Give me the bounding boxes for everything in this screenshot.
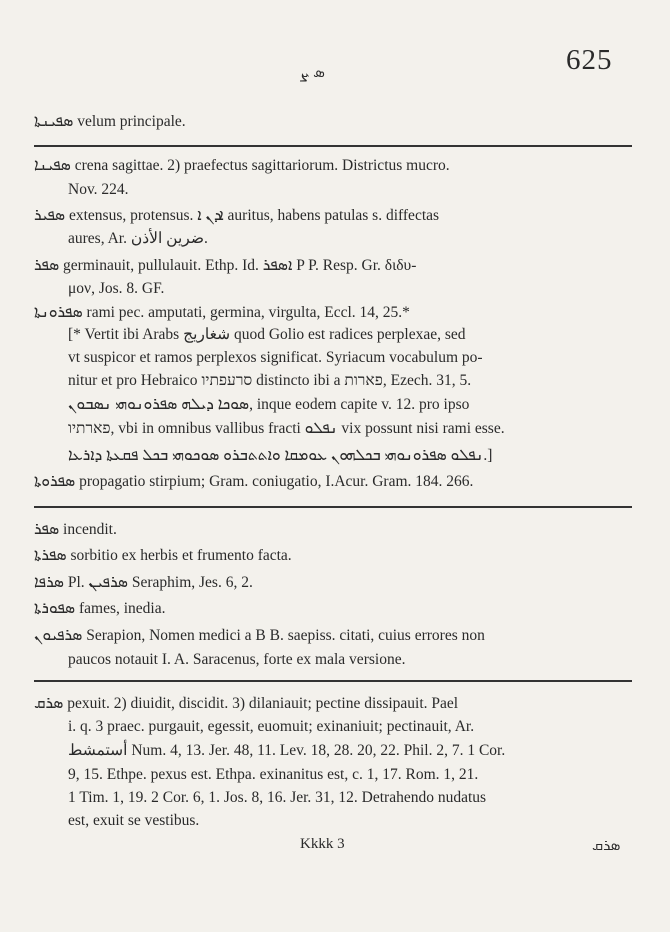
entry-line: vt suspicor et ramos perplexos significat. Syriacum vocabulum po- <box>68 349 483 366</box>
entry-line: ܣܦܪܘܬܐ propagatio stirpium; Gram. coniugatio, I.Acur. Gram. 184. 266. <box>34 473 474 490</box>
signature-mark: Kkkk 3 <box>300 836 345 852</box>
entry-line: aures, Ar. ضرين الأذن. <box>68 230 208 247</box>
entry-line: ܣܘܟܐ ܕܝܠܗ ܣܦܪܘܢܘܗܝ ܢܣܒܘܢ, inque eodem capite v. 12. pro ipso <box>68 396 470 413</box>
entry-rule <box>34 145 632 147</box>
entry-line: ܣܦܘܪܬܐ fames, inedia. <box>34 600 166 617</box>
entry-rule <box>34 680 632 682</box>
entry-line: Nov. 224. <box>68 181 129 198</box>
entry-line: ܣܦܪܬܐ sorbitio ex herbis et frumento facta. <box>34 547 292 564</box>
entry-line: ܣܪܦܝܘܢ Serapion, Nomen medici a B B. saepiss. citati, cuius errores non <box>34 627 485 644</box>
entry-line: ܢܦܠܘ ܣܦܪܘܢܘܗܝ ܒܟܠܗܘܢ ܥܘܡܩܐ ܘܐܬܬܒܪܘ ܣܘܟܘܗܝ ܒܟܠ ܦܩܥܬܐ ܕܐܪܥܐ.] <box>68 447 493 464</box>
entry-line: ܣܪܦܐ Pl. ܣܪܦܝܢ Seraphim, Jes. 6, 2. <box>34 574 253 591</box>
entry-rule <box>34 506 632 508</box>
page-number: 625 <box>566 44 613 76</box>
entry-line: ܣܦܝܪ extensus, protensus. ܐܕܢ ܐ auritus, habens patulas s. diffectas <box>34 207 440 224</box>
entry-line: nitur et pro Hebraico סרעפתיו distincto ibi a פארות, Ezech. 31, 5. <box>68 372 472 389</box>
entry-line: est, exuit se vestibus. <box>68 812 200 829</box>
entry-line: أستمشط Num. 4, 13. Jer. 48, 11. Lev. 18, 28. 20, 22. Phil. 2, 7. 1 Cor. <box>68 742 506 759</box>
entry-line: ܣܦܝܢܬܐ velum principale. <box>34 113 186 130</box>
entry-line: ܣܦܪܘܢܬܐ rami pec. amputati, germina, virgulta, Eccl. 14, 25.* <box>34 304 410 321</box>
running-header: ܣ ܨ <box>300 65 326 81</box>
entry-line: paucos notauit I. A. Saracenus, forte ex mala versione. <box>68 651 406 668</box>
entry-line: 9, 15. Ethpe. pexus est. Ethpa. exinanitus est, c. 1, 17. Rom. 1, 21. <box>68 766 479 783</box>
entry-line: ܣܪܩ pexuit. 2) diuidit, discidit. 3) dilaniauit; pectine dissipauit. Pael <box>34 695 459 712</box>
entry-line: 1 Tim. 1, 19. 2 Cor. 6, 1. Jos. 8, 16. Jer. 31, 12. Detrahendo nudatus <box>68 789 487 806</box>
entry-line: ܣܦܪ germinauit, pullulauit. Ethp. Id. ܐܣܦܪ P P. Resp. Gr. διδυ- <box>34 257 417 274</box>
entry-line: [* Vertit ibi Arabs شغاريج quod Golio est radices perplexae, sed <box>68 326 466 343</box>
catchword: ܣܪܩ <box>592 836 621 854</box>
entry-line: ܣܦܪ incendit. <box>34 521 117 538</box>
entry-line: פארתיו, vbi in omnibus vallibus fracti ܢܦܠܘ vix possunt nisi rami esse. <box>68 420 505 437</box>
entry-line: μον, Jos. 8. GF. <box>68 280 165 297</box>
entry-line: i. q. 3 praec. purgauit, egessit, euomuit; exinaniuit; pectinauit, Ar. <box>68 718 475 735</box>
entry-line: ܣܦܝܢܐ crena sagittae. 2) praefectus sagittariorum. Districtus mucro. <box>34 157 450 174</box>
